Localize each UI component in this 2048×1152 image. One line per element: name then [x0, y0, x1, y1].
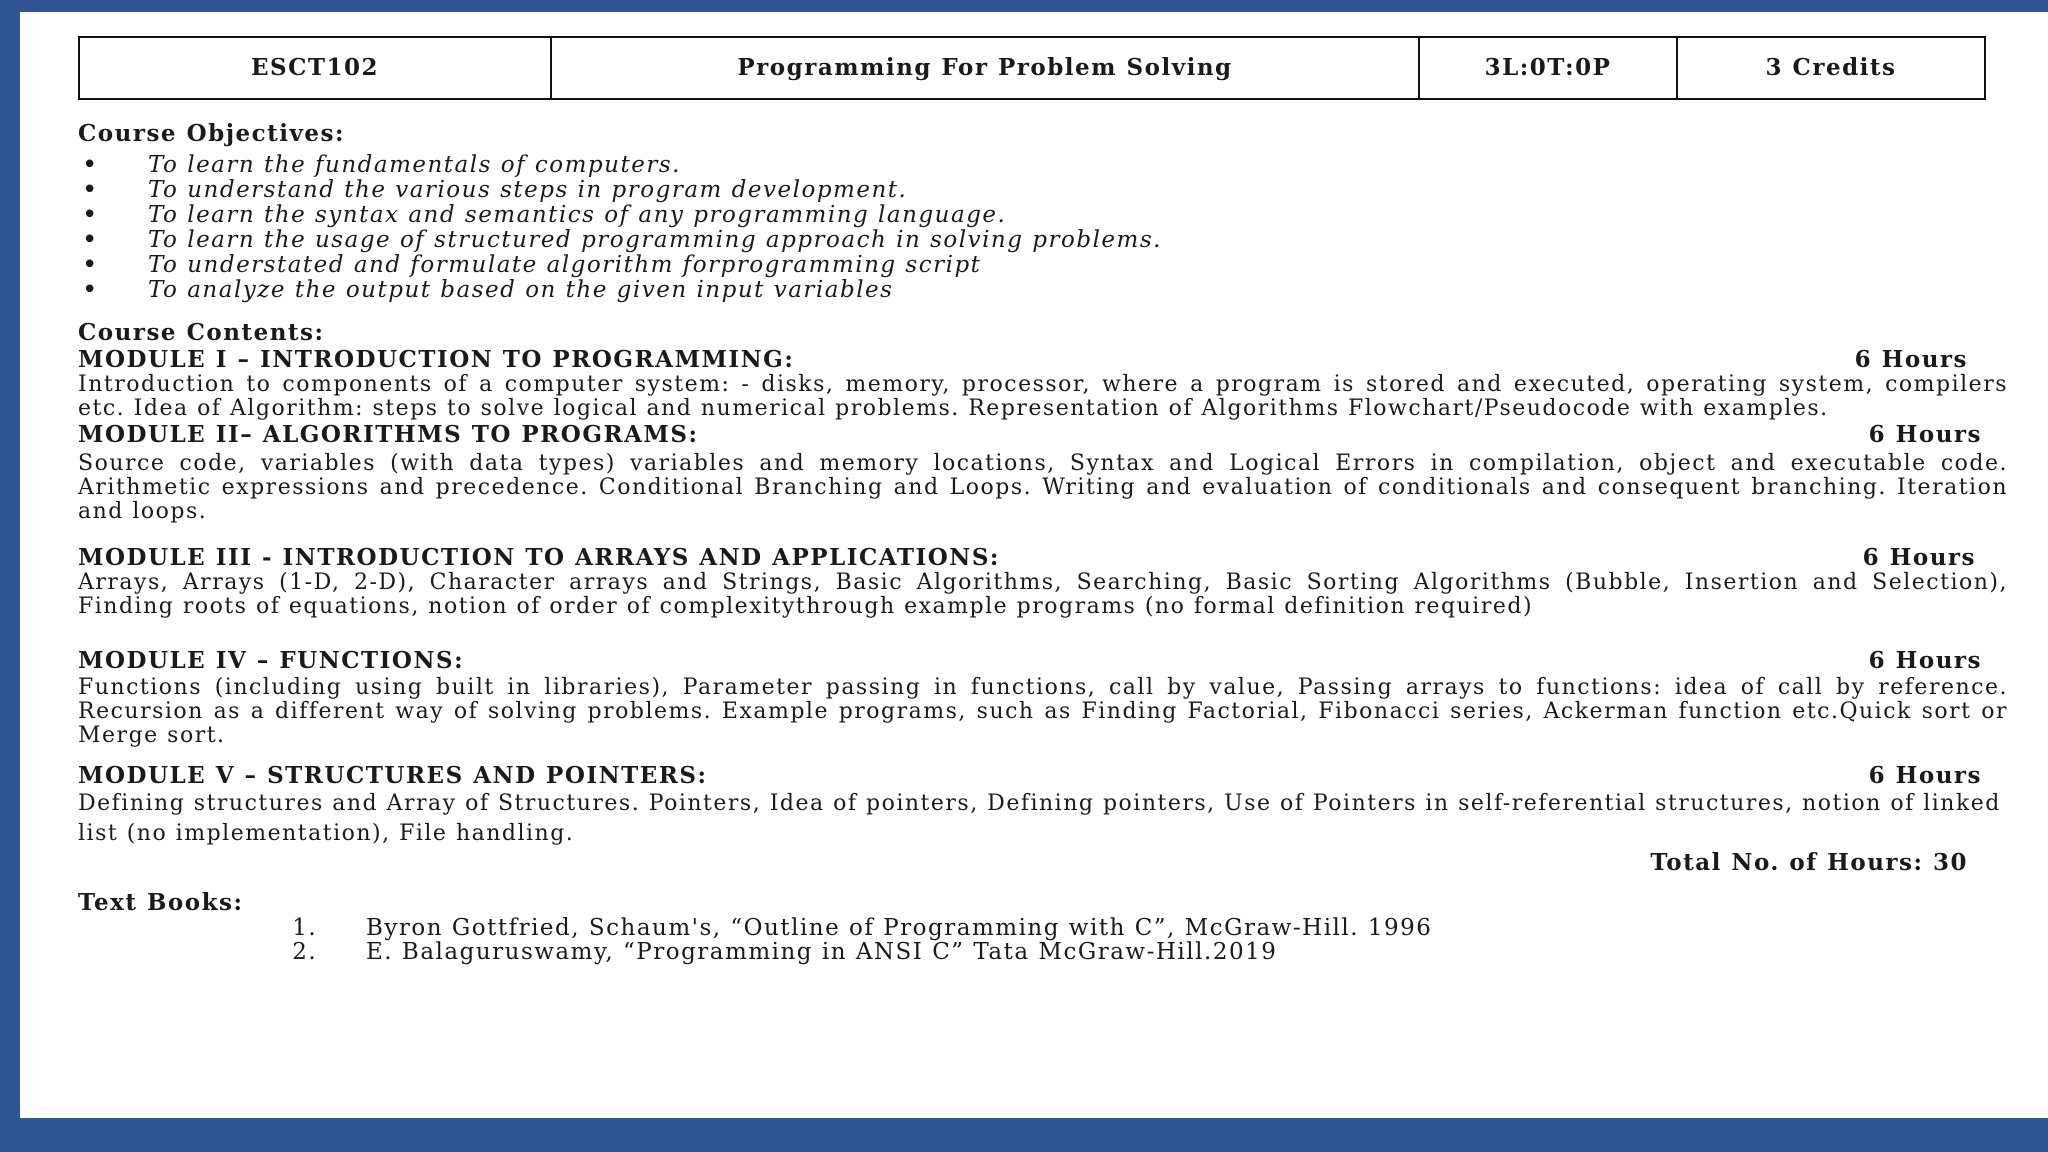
module-3 — [78, 544, 2008, 619]
module-hours: 6 Hours — [1868, 647, 1982, 674]
objectives-list — [78, 153, 2008, 303]
module-hours: 6 Hours — [1854, 346, 1968, 373]
module-description: Functions (including using built in libraries), Parameter passing in functions, call by value, Passing arrays to functions: idea of call by reference. Recursion as a different way of solving problems. Example programs, such as Finding Factorial, Fibonacci series, Ackerman function etc.Quick sort or Merge sort. — [78, 675, 2008, 748]
course-credits: 3 Credits — [1677, 37, 1985, 99]
contents-heading: Course Contents: — [78, 319, 325, 346]
module-title: MODULE III - INTRODUCTION TO ARRAYS AND APPLICATIONS: — [78, 544, 1000, 571]
module-4 — [78, 647, 2008, 748]
course-ltp: 3L:0T:0P — [1419, 37, 1677, 99]
module-title: MODULE I – INTRODUCTION TO PROGRAMMING: — [78, 346, 795, 373]
objective-item: • To understated and formulate algorithm forprogramming script — [78, 253, 2008, 278]
module-title: MODULE IV – FUNCTIONS: — [78, 647, 465, 674]
total-hours: Total No. of Hours: 30 — [1650, 849, 1968, 876]
objective-item: • To learn the usage of structured programming approach in solving problems. — [78, 228, 2008, 253]
module-description: Defining structures and Array of Structures. Pointers, Idea of pointers, Defining pointers, Use of Pointers in self-referential structures, notion of linked list (no implementation), File handling. — [78, 791, 2001, 846]
module-title: MODULE II– ALGORITHMS TO PROGRAMS: — [78, 421, 699, 448]
course-title: Programming For Problem Solving — [551, 37, 1419, 99]
textbooks-heading: Text Books: — [78, 889, 244, 916]
module-hours: 6 Hours — [1868, 421, 1982, 448]
textbooks-list — [78, 916, 2008, 964]
objective-item: • To analyze the output based on the given input variables — [78, 278, 2008, 303]
textbook-item: 2. E. Balaguruswamy, “Programming in ANSI C” Tata McGraw-Hill.2019 — [326, 940, 2008, 964]
objective-item: • To learn the syntax and semantics of any programming language. — [78, 203, 2008, 228]
objectives-heading: Course Objectives: — [78, 120, 345, 147]
syllabus-sheet — [78, 36, 2008, 964]
module-description: Source code, variables (with data types) variables and memory locations, Syntax and Logical Errors in compilation, object and executable code. Arithmetic expressions and precedence. Conditional Branching and Loops. Writing and evaluation of conditionals and consequent branching. Iteration and loops. — [78, 451, 2008, 524]
module-description: Introduction to components of a computer system: - disks, memory, processor, where a program is stored and executed, operating system, compilers etc. Idea of Algorithm: steps to solve logical and numerical problems. Representation of Algorithms Flowchart/Pseudocode with examples. — [78, 372, 2008, 421]
module-2 — [78, 421, 2008, 524]
module-hours: 6 Hours — [1868, 762, 1982, 789]
textbook-item: 1. Byron Gottfried, Schaum's, “Outline of Programming with C”, McGraw-Hill. 1996 — [326, 916, 2008, 940]
module-1 — [78, 346, 2008, 421]
course-code: ESCT102 — [79, 37, 551, 99]
module-description: Arrays, Arrays (1-D, 2-D), Character arrays and Strings, Basic Algorithms, Searching, Basic Sorting Algorithms (Bubble, Insertion and Selection), Finding roots of equations, notion of order of complexitythrough example programs (no formal definition required) — [78, 570, 2008, 619]
module-5 — [78, 762, 2008, 849]
module-hours: 6 Hours — [1862, 544, 1976, 571]
objective-item: • To learn the fundamentals of computers. — [78, 153, 2008, 178]
course-header-table — [78, 36, 1986, 100]
module-title: MODULE V – STRUCTURES AND POINTERS: — [78, 762, 708, 789]
slide-frame — [20, 12, 2048, 1118]
objective-item: • To understand the various steps in program development. — [78, 178, 2008, 203]
